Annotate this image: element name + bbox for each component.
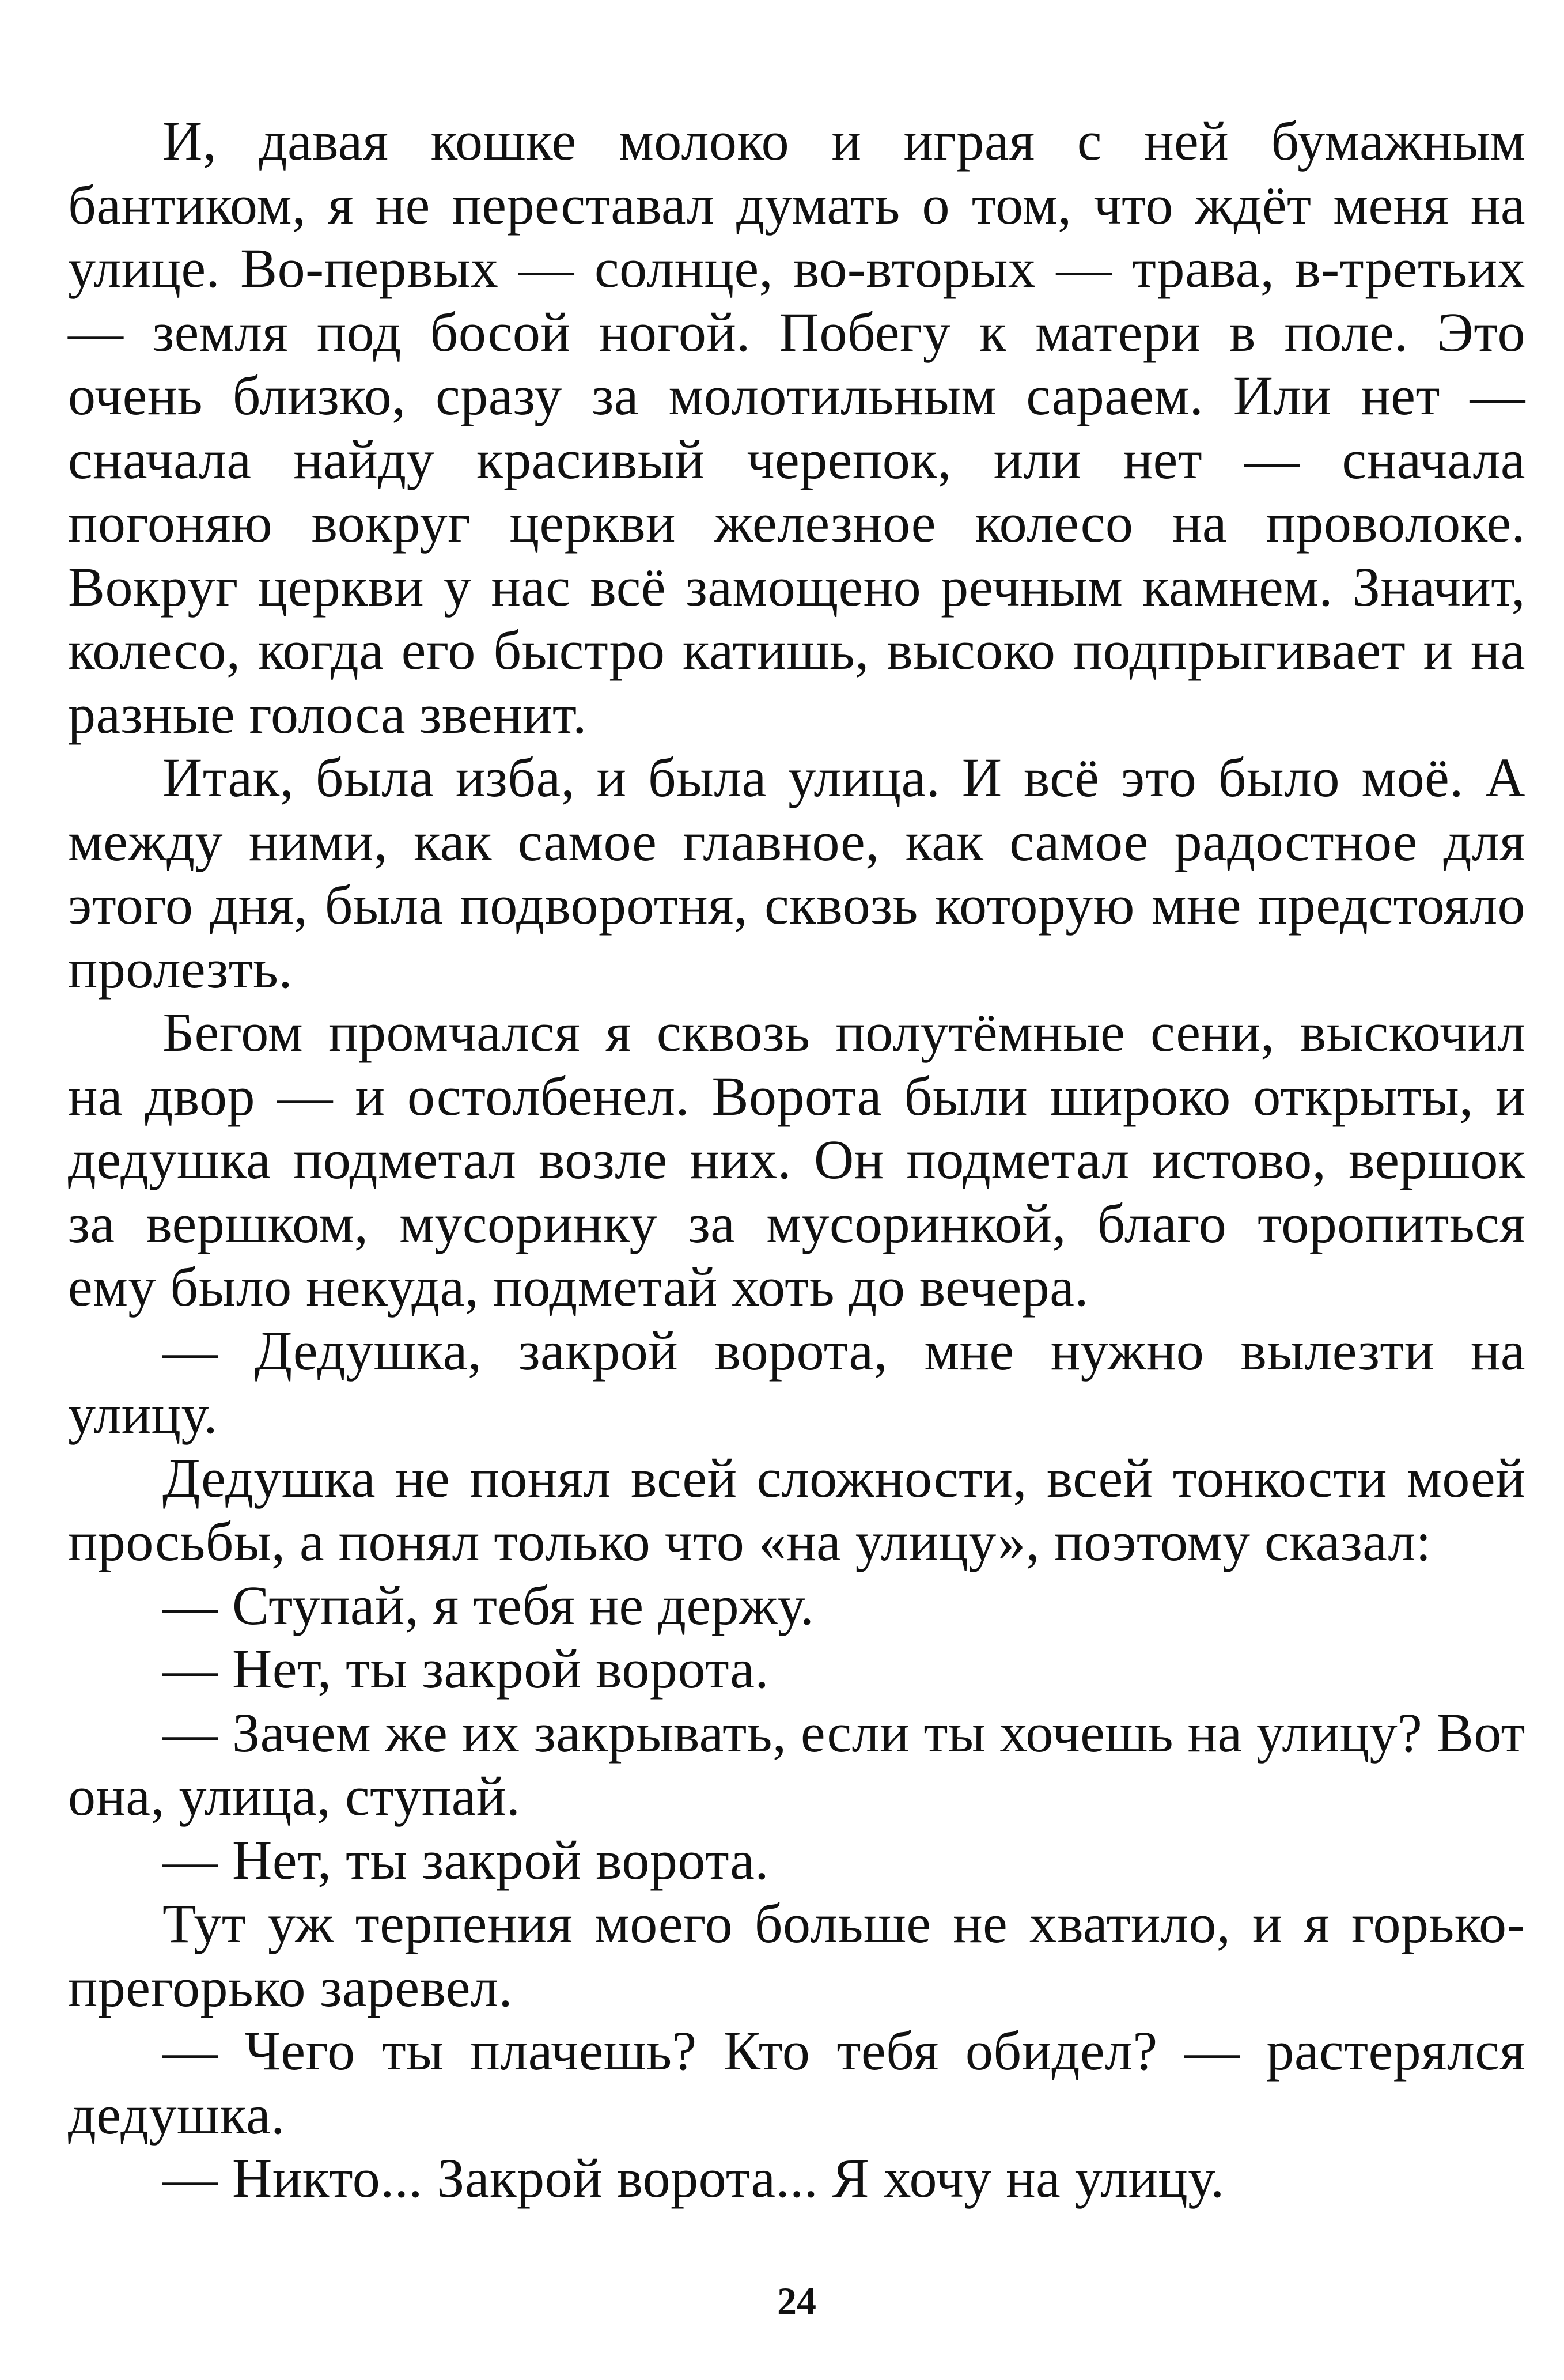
paragraph: Тут уж терпения моего больше не хватило, и я горько-прегорько заревел. <box>68 1893 1525 2018</box>
paragraph: Бегом промчался я сквозь полутёмные сени, выскочил на двор — и остолбенел. Ворота были широко открыты, и дедушка подметал возле них. Он подметал истово, вершок за вершком, мусоринку за мусоринкой, благо торопиться ему было некуда, подметай хоть до вечера. <box>68 1001 1525 1318</box>
paragraph: И, давая кошке молоко и играя с ней бумажным бантиком, я не переставал думать о том, что ждёт меня на улице. Во-первых — солнце, во-вторых — трава, в-третьих — земля под босой ногой. Побегу к матери в поле. Это очень близко, сразу за молотильным сараем. Или нет — сначала найду красивый черепок, или нет — сначала погоняю вокруг церкви железное колесо на проволоке. Вокруг церкви у нас всё замощено речным камнем. Значит, колесо, когда его быстро катишь, высоко подпрыгивает и на разные голоса звенит. <box>68 110 1525 745</box>
page-number: 24 <box>777 2279 816 2323</box>
dialog-line: — Никто... Закрой ворота... Я хочу на улицу. <box>162 2147 1225 2209</box>
dialog-line: — Чего ты плачешь? Кто тебя обидел? — растерялся дедушка. <box>68 2020 1525 2146</box>
dialog-line: — Зачем же их закрывать, если ты хочешь на улицу? Вот она, улица, ступай. <box>68 1701 1525 1827</box>
body-text <box>68 109 1525 2211</box>
paragraph: Дедушка не понял всей сложности, всей тонкости моей просьбы, а понял только что «на улицу», поэтому сказал: <box>68 1447 1525 1572</box>
book-page <box>68 109 1525 2356</box>
dialog-line: — Дедушка, закрой ворота, мне нужно вылезти на улицу. <box>68 1319 1525 1445</box>
dialog-line: — Ступай, я тебя не держу. <box>162 1574 815 1636</box>
dialog-line: — Нет, ты закрой ворота. <box>162 1829 769 1891</box>
paragraph: Итак, была изба, и была улица. И всё это было моё. А между ними, как самое главное, как самое радостное для этого дня, была подворотня, сквозь которую мне предстояло пролезть. <box>68 747 1525 1000</box>
dialog-line: — Нет, ты закрой ворота. <box>162 1638 769 1700</box>
